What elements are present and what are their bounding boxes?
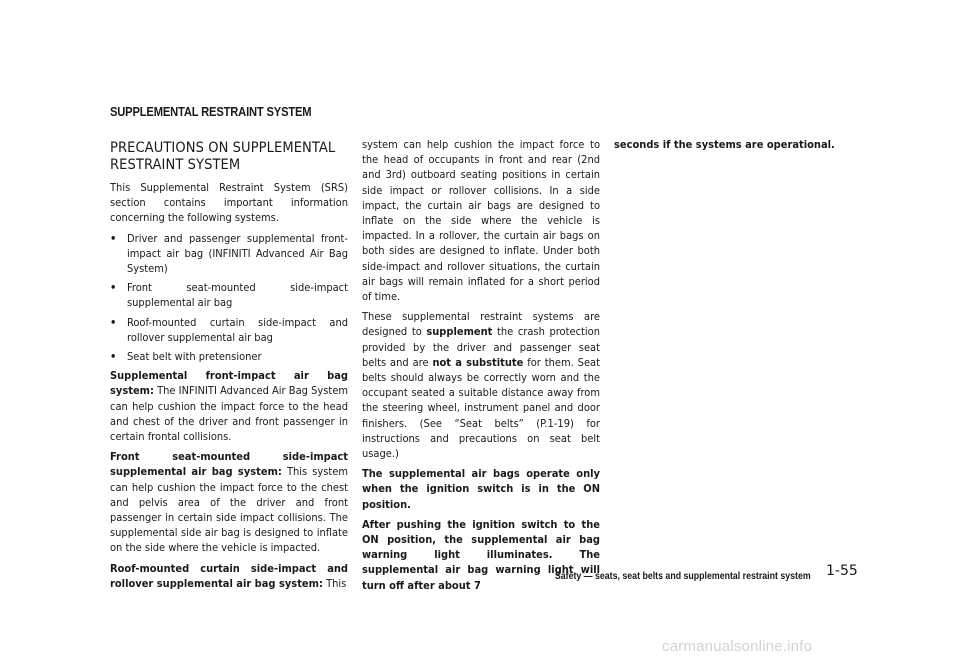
list-item: • Driver and passenger supplemental front-impact air bag (INFINITI Advanced Air Bag System) bbox=[110, 231, 348, 276]
supplement-emphasis: supplement bbox=[426, 325, 493, 339]
page-footer bbox=[520, 563, 858, 584]
front-impact-label: Supplemental front-impact air bag system: bbox=[110, 369, 348, 398]
side-impact-text: This system can help cushion the impact force to the chest and pelvis area of the driver and front passenger in certain side impact collisions. The supplemental side air bag is designed to inflate on the side where the vehicle is impacted. bbox=[110, 465, 348, 555]
watermark: carmanualsonline.info bbox=[662, 638, 813, 655]
bullet-icon: • bbox=[110, 231, 117, 245]
front-impact-text: The INFINITI Advanced Air Bag System can help cushion the impact force to the head and chest of the driver and front passenger in certain frontal collisions. bbox=[110, 384, 348, 444]
footer-chapter: Safety — seats, seat belts and supplemental restraint system bbox=[554, 571, 811, 582]
list-item: • Front seat-mounted side-impact supplemental air bag bbox=[110, 281, 348, 310]
supplement-paragraph: These supplemental restraint systems are designed to supplement the crash protection provided by the driver and passenger seat belts and are not a substitute for them. Seat belts should always be correctly worn and the occupant seated a suitable distance away from the steering wheel, instrument panel and door finishers. (See “Seat belts” (P.1-19) for instructions and precautions on seat belt usage.) bbox=[362, 310, 600, 461]
curtain-paragraph-continued: system can help cushion the impact force to the head of occupants in front and rear (2nd and 3rd) outboard seating positions in certain side impact or rollover collisions. In a side impact, the curtain air bags are designed to inflate on the side where the vehicle is impacted. In a rollover, the curtain air bags on both sides are designed to inflate. Under both side-impact and rollover situations, the curtain air bags will remain inflated for a short period of time. bbox=[362, 138, 600, 304]
column-3 bbox=[614, 137, 852, 157]
column-1 bbox=[110, 140, 348, 596]
bullet-icon: • bbox=[110, 315, 117, 329]
bullet-icon: • bbox=[110, 350, 117, 364]
page-number: 1-55 bbox=[826, 563, 858, 579]
page-heading: PRECAUTIONS ON SUPPLEMENTAL RESTRAINT SYSTEM bbox=[110, 140, 336, 173]
curtain-text-start: This bbox=[326, 576, 347, 590]
warning-light-paragraph: After pushing the ignition switch to the ON position, the supplemental air bag warning light illuminates. The supplemental air bag warning light will turn off after about 7 bbox=[362, 517, 600, 592]
list-item: • Roof-mounted curtain side-impact and rollover supplemental air bag bbox=[110, 315, 348, 344]
systems-list bbox=[110, 231, 348, 365]
operate-note: The supplemental air bags operate only when the ignition switch is in the ON position. bbox=[362, 467, 600, 511]
side-impact-paragraph bbox=[110, 449, 348, 555]
section-title: SUPPLEMENTAL RESTRAINT SYSTEM bbox=[110, 104, 312, 119]
column-2 bbox=[362, 137, 600, 598]
curtain-label: Roof-mounted curtain side-impact and rollover supplemental air bag system: bbox=[110, 561, 348, 590]
curtain-paragraph-start bbox=[110, 561, 348, 591]
not-substitute-emphasis: not a substitute bbox=[432, 355, 524, 369]
intro-paragraph: This Supplemental Restraint System (SRS) section contains important information concerning the following systems. bbox=[110, 181, 348, 225]
warning-light-continued: seconds if the systems are operational. bbox=[614, 138, 835, 151]
list-item: • Seat belt with pretensioner bbox=[110, 350, 262, 364]
front-impact-paragraph bbox=[110, 368, 348, 444]
bullet-icon: • bbox=[110, 281, 117, 295]
side-impact-label: Front seat-mounted side-impact supplemental air bag system: bbox=[110, 450, 348, 479]
